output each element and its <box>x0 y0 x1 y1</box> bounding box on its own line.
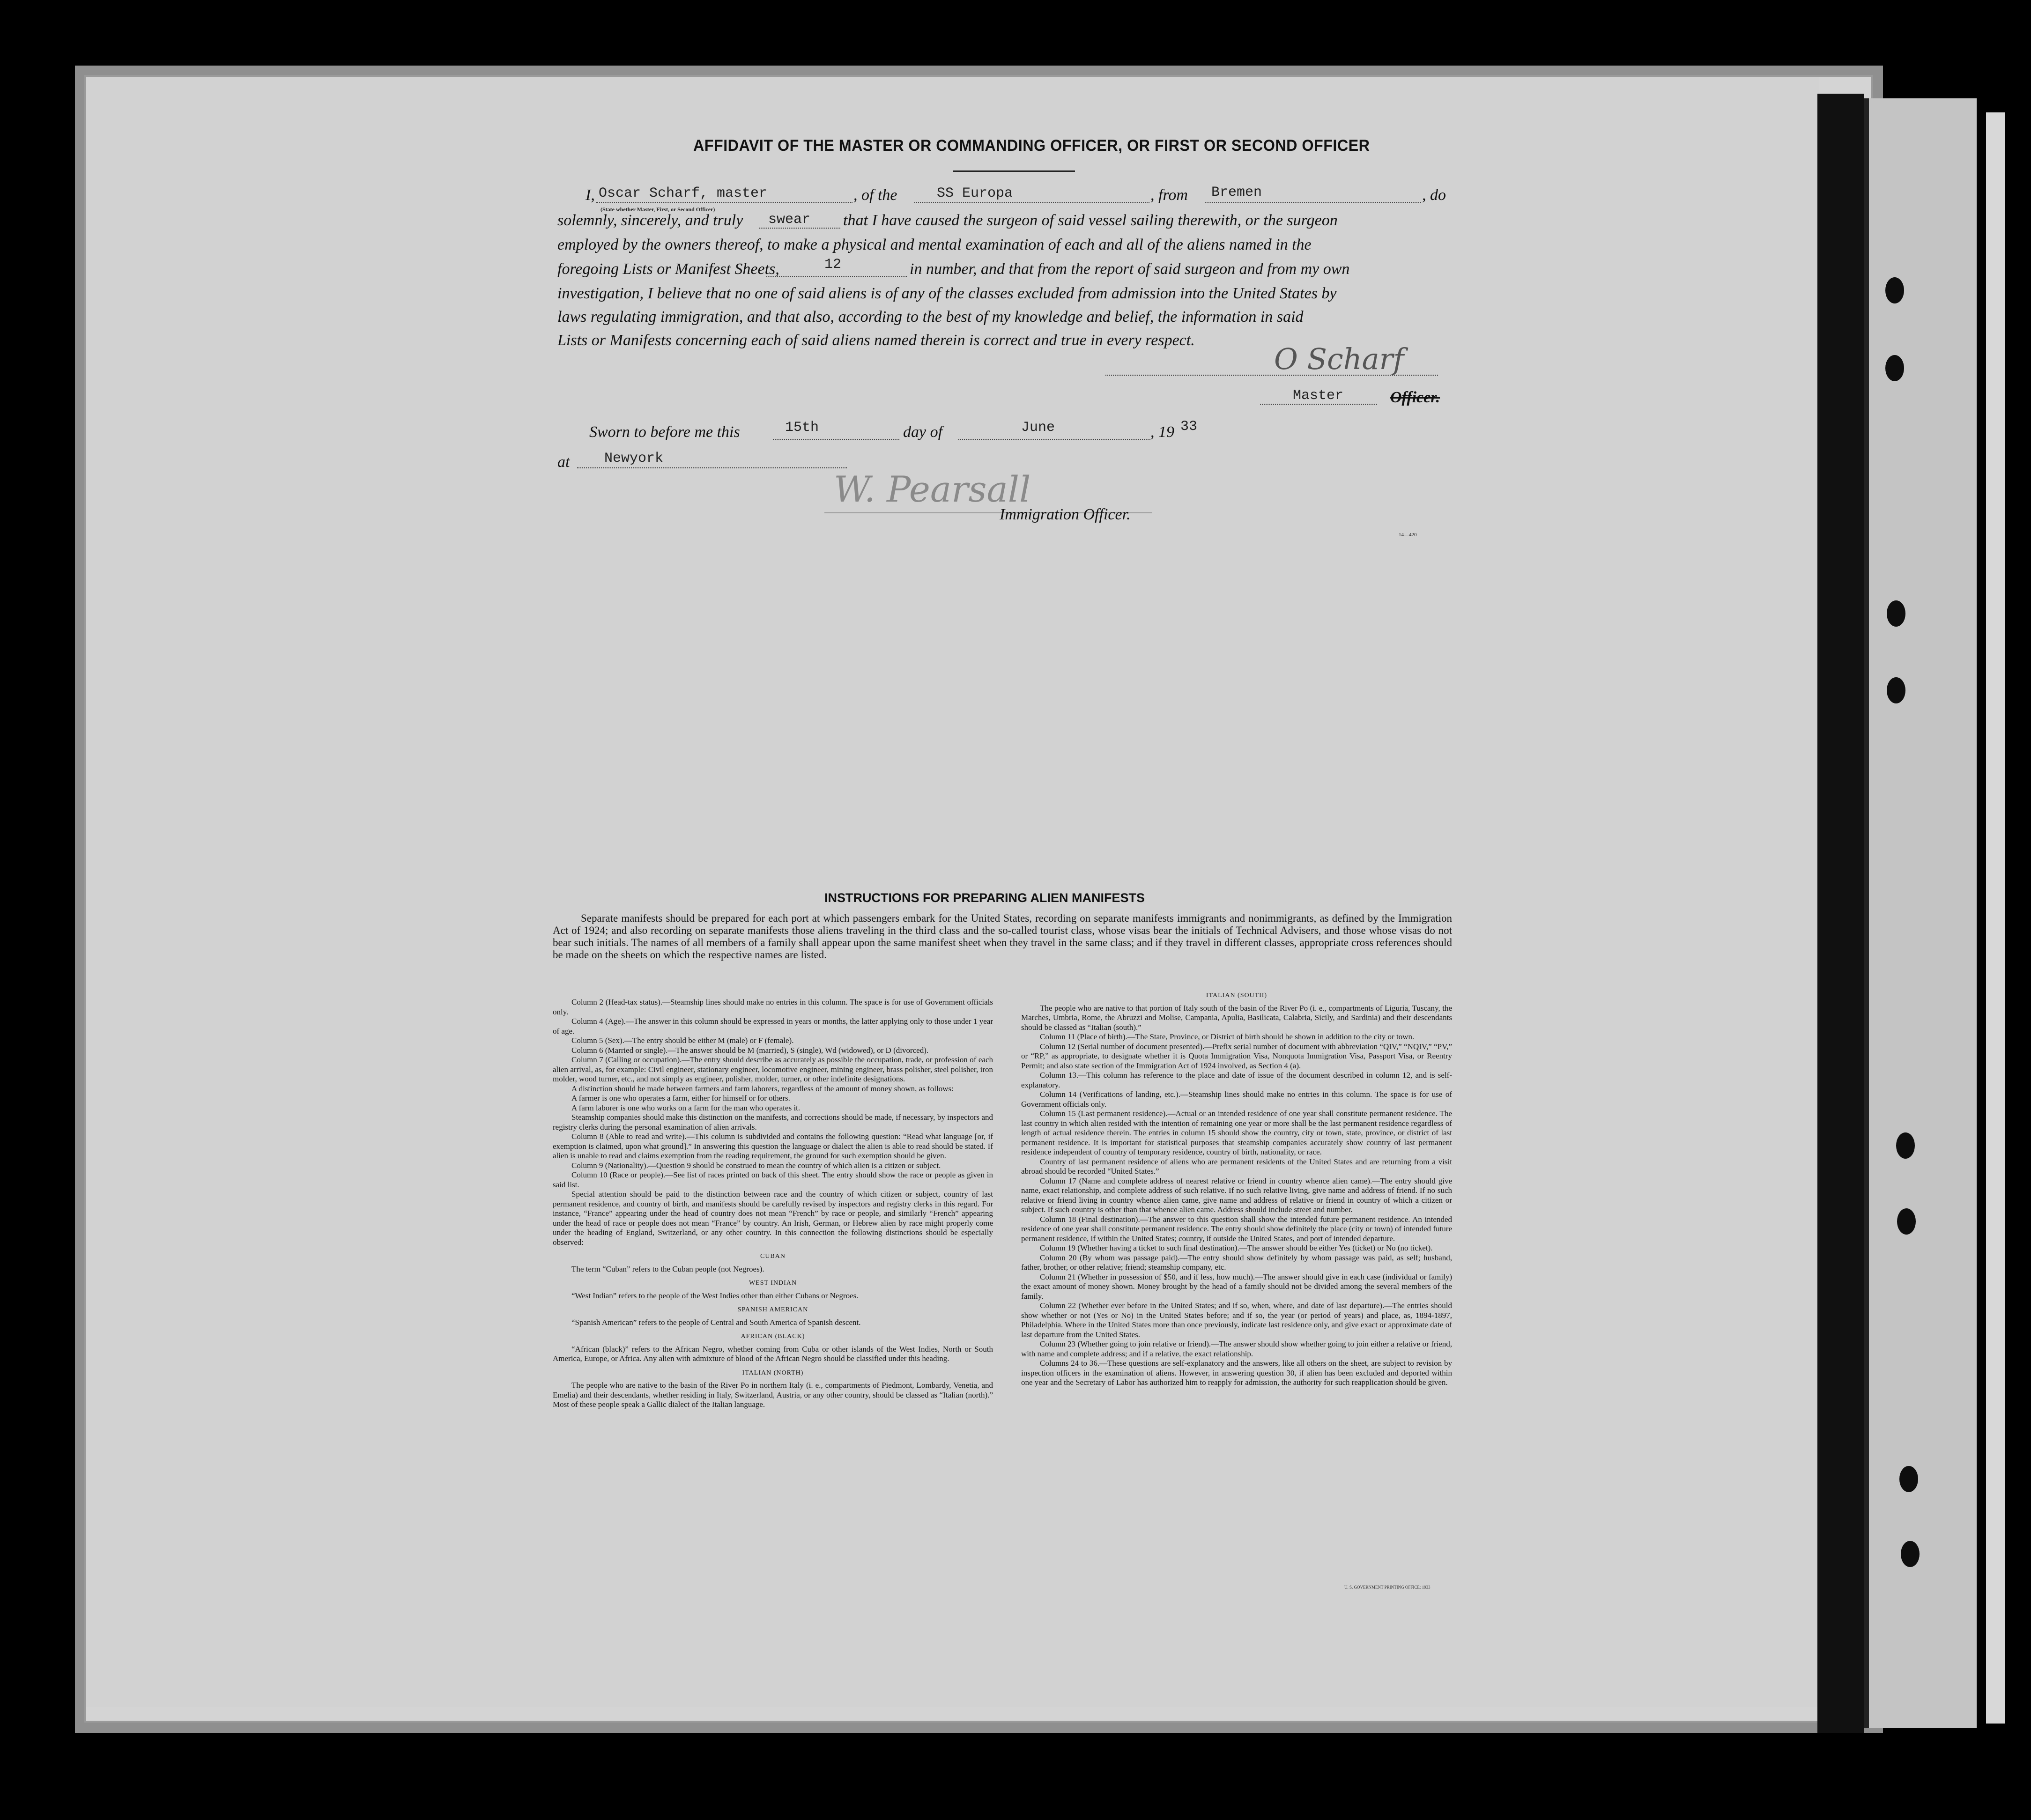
port-line <box>1205 202 1421 203</box>
line1-of: , of the <box>853 186 897 204</box>
sworn-year-value: 33 <box>1180 419 1198 435</box>
instruction-paragraph: Column 19 (Whether having a ticket to such final destination).—The answer should be either Yes (ticket) or No (no ticket). <box>1040 1243 1433 1252</box>
instruction-paragraph: Column 23 (Whether going to join relative or friend).—The answer should show whether going to join either a relative or friend, with name and complete address; and if a relative, the exact relationship. <box>1021 1339 1452 1358</box>
sworn-day-of: day of <box>903 423 943 441</box>
sworn-month-line <box>958 439 1150 440</box>
spanish-american-text: “Spanish American” refers to the people of Central and South America of Spanish descent. <box>571 1317 861 1327</box>
instruction-paragraph: Column 6 (Married or single).—The answer should be M (married), S (single), Wd (widowed), or D (divorced). <box>571 1045 929 1055</box>
state-note: (State whether Master, First, or Second Officer) <box>600 206 715 213</box>
oath-line <box>759 228 840 229</box>
sworn-day-line <box>773 439 899 440</box>
line5-text: investigation, I believe that no one of said aliens is of any of the classes excluded from admission into the United States by <box>557 285 1337 302</box>
place-line <box>577 467 847 468</box>
binder-spine <box>1864 98 1977 1728</box>
binder-hole <box>1896 1132 1915 1159</box>
title-line <box>1260 404 1377 405</box>
line3-text: employed by the owners thereof, to make a physical and mental examination of each and all of the aliens named in the <box>557 236 1312 253</box>
instruction-paragraph: Column 8 (Able to read and write).—This column is subdivided and contains the following question: “Read what language [or, if exemption is claimed, upon what ground].” In answering this question the language or dialect the alien is able to read should be stated. If alien is unable to read and claims exemption from the reading requirement, the ground for such exemption should be given. <box>553 1132 993 1160</box>
italian-north-text: The people who are native to the basin of the River Po in northern Italy (i. e., compartments of Piedmont, Lombardy, Venetia, and Emelia) and their descendants, whether residing in Italy, Switzerland, Austria, or any other country, should be classed as “Italian (north).” Most of these people speak a Gallic dialect of the Italian language. <box>553 1381 993 1409</box>
line1-from: , from <box>1150 186 1188 204</box>
instructions-intro: Separate manifests should be prepared for each port at which passengers embark for the United States, recording on separate manifests immigrants and nonimmigrants, as defined by the Immigration Act of 1924; and also recording on separate manifests those aliens traveling in the third class and the so-called tourist class, whose visas bear the initials of Technical Advisers, and those whose visas do not bear such initials. The names of all members of a family shall appear upon the same manifest sheet when they travel in the same class; and if they travel in different classes, appropriate cross references should be made on the sheets on which the respective names are listed. <box>553 912 1452 961</box>
instructions-title: INSTRUCTIONS FOR PREPARING ALIEN MANIFESTS <box>824 891 1145 905</box>
binder-strip <box>1986 112 2005 1724</box>
instruction-paragraph: A farmer is one who operates a farm, either for himself or for others. <box>571 1094 790 1102</box>
instructions-right-column <box>1021 991 1452 1388</box>
signature-line <box>1105 375 1438 376</box>
oath-value: swear <box>768 212 811 228</box>
printer-imprint: U. S. GOVERNMENT PRINTING OFFICE: 1933 <box>1344 1585 1431 1590</box>
sworn-day-value: 15th <box>785 420 819 436</box>
sworn-year-prefix: , 19 <box>1150 423 1174 441</box>
form-number: 14—420 <box>1399 532 1417 538</box>
instruction-paragraph: Column 5 (Sex).—The entry should be either M (male) or F (female). <box>571 1036 794 1045</box>
spanish-american-heading: SPANISH AMERICAN <box>737 1306 808 1313</box>
instruction-paragraph: Column 13.—This column has reference to the place and date of issue of the document described in column 12, and is self-explanatory. <box>1021 1071 1452 1089</box>
instruction-paragraph: Column 15 (Last permanent residence).—Actual or an intended residence of one year shall constitute permanent residence. The last country in which alien resided with the intention of remaining one year or more shall be the last permanent residence regardless of length of actual residence therein. The entries in column 15 should show the country, city or town, state, province, or district of last permanent residence. It is important for statistical purposes that steamship companies accurately show country of last permanent residence independent of country of temporary residence, country of birth, nationality, or race. <box>1021 1109 1452 1156</box>
line6-text: laws regulating immigration, and that also, according to the best of my knowledge and belief, the information in said <box>557 308 1304 326</box>
instruction-paragraph: Column 18 (Final destination).—The answer to this question shall show the intended future permanent residence. An intended residence of one year shall constitute permanent residence. The entry should show definitely the place (city or town) of intended future permanent residence, if within the United States; country, if outside the United States, and port of intended departure. <box>1021 1214 1452 1243</box>
binder-hole <box>1901 1541 1920 1567</box>
cuban-heading: CUBAN <box>760 1253 786 1260</box>
port-value: Bremen <box>1211 185 1262 200</box>
instruction-paragraph: Column 10 (Race or people).—See list of races printed on back of this sheet. The entry should show the race or people as given in said list. <box>553 1170 993 1189</box>
instruction-paragraph: A distinction should be made between farmers and farm laborers, regardless of the amount of money shown, as follows: <box>571 1084 954 1093</box>
instruction-paragraph: Column 7 (Calling or occupation).—The entry should describe as accurately as possible the occupation, trade, or profession of each alien arrival, as, for example: Civil engineer, stationary engineer, locomotive engineer, mining engineer, brass polisher, steel polisher, iron molder, wood turner, etc., and not simply as engineer, polisher, molder, turner, or other indefinite designations. <box>553 1055 993 1083</box>
instruction-paragraph: Column 12 (Serial number of document presented).—Prefix serial number of document with abbreviation “QIV,” “NQIV,” “PV,” or “RP,” as appropriate, to designate whether it is Quota Immigration Visa, Nonquota Immigration Visa, Passport Visa, or Reentry Permit; and also state section of the Immigration Act of 1924 involved, as Section 4 (a). <box>1021 1042 1452 1070</box>
sworn-month-value: June <box>1021 420 1055 436</box>
west-indian-text: “West Indian” refers to the people of the West Indies other than either Cubans or Negroes. <box>571 1291 859 1300</box>
binder-hole <box>1885 277 1904 303</box>
instruction-paragraph: Column 11 (Place of birth).—The State, Province, or District of birth should be shown in addition to the city or town. <box>1040 1032 1415 1041</box>
instruction-paragraph: Country of last permanent residence of aliens who are permanent residents of the United States and are returning from a visit abroad should be recorded “United States.” <box>1021 1157 1452 1176</box>
officer-signature: W. Pearsall <box>834 468 1031 510</box>
title-rule <box>953 170 1075 172</box>
line7-text: Lists or Manifests concerning each of said aliens named therein is correct and true in every respect. <box>557 332 1195 349</box>
instruction-paragraph: A farm laborer is one who works on a farm for the man who operates it. <box>571 1103 801 1112</box>
instruction-paragraph: Column 20 (By whom was passage paid).—The entry should show definitely by whom passage was paid, as self; husband, father, brother, or other relative; friend; steamship company, etc. <box>1021 1253 1452 1272</box>
sheet-count-line <box>766 276 907 277</box>
instruction-paragraph: Special attention should be paid to the distinction between race and the country of which citizen or subject, country of last permanent residence, and country of birth, and manifests should be carefully revised by inspectors and registry clerks in this regard. For instance, “France” appearing under the head of country does not mean “French” by race or people, and similarly “French” appearing under the head of race or people does not mean “France” by country. An Irish, German, or Hebrew alien by race might properly come under the heading of England, Switzerland, or any other country. In this connection the following distinctions should be especially observed: <box>553 1190 993 1247</box>
line2-text-a: solemnly, sincerely, and truly <box>557 212 743 229</box>
italian-north-heading: ITALIAN (NORTH) <box>742 1369 804 1376</box>
instruction-paragraph: Column 17 (Name and complete address of nearest relative or friend in country whence alien came).—The entry should give name, exact relationship, and complete address of such relative. If no such relative living, give name and address of friend. If no such relative or friend living in country whence alien came, give name and address of relative or friend in country of which a citizen or subject. If such country is other than that whence alien came. Address should include street and number. <box>1021 1176 1452 1214</box>
binder-hole <box>1897 1208 1916 1235</box>
instruction-paragraph: The people who are native to that portion of Italy south of the basin of the River Po (i. e., compartments of Liguria, Tuscany, the Marches, Umbria, Rome, the Abruzzi and Molise, Campania, Apulia, Basilicata, Calabria, Sicily, and Sardinia) and their descendants should be classed as “Italian (south).” <box>1021 1003 1452 1032</box>
binder-hole <box>1887 600 1905 627</box>
affidavit-title: AFFIDAVIT OF THE MASTER OR COMMANDING OFFICER, OR FIRST OR SECOND OFFICER <box>693 137 1370 155</box>
place-value: Newyork <box>604 451 664 466</box>
african-heading: AFRICAN (BLACK) <box>741 1333 805 1340</box>
instruction-paragraph: Columns 24 to 36.—These questions are self-explanatory and the answers, like all others on the sheet, are subject to revision by inspection officers in the examination of aliens. However, in answering question 30, if alien has been excluded and deported within one year and the Secretary of Labor has authorized him to reapply for admission, the authority for such reapplication should be given. <box>1021 1359 1452 1387</box>
binder-hole <box>1885 355 1904 381</box>
cuban-text: The term “Cuban” refers to the Cuban people (not Negroes). <box>571 1264 764 1273</box>
master-name-line <box>596 202 852 203</box>
master-name-value: Oscar Scharf, master <box>599 185 768 201</box>
sheet-count-value: 12 <box>824 257 842 273</box>
instruction-paragraph: Column 22 (Whether ever before in the United States; and if so, when, where, and date of last departure).—The entries should show whether or not (Yes or No) in the United States before; and if so, the year (or period of years) and place, as, 1894-1897, Philadelphia. Where in the United States more than once previously, indicate last residence only, and give exact or approximate date of last departure from the United States. <box>1021 1301 1452 1339</box>
vessel-line <box>914 202 1149 203</box>
instruction-paragraph: Column 9 (Nationality).—Question 9 should be construed to mean the country of which alien is a citizen or subject. <box>571 1161 941 1170</box>
binder-hole <box>1899 1466 1918 1492</box>
line1-do: , do <box>1422 186 1446 204</box>
binder-hole <box>1887 677 1905 703</box>
page-edge-shadow <box>1817 94 1864 1733</box>
instructions-left-column <box>553 998 993 1410</box>
instruction-paragraph: Column 14 (Verifications of landing, etc.).—Steamship lines should make no entries in this column. The space is for use of Government officials only. <box>1021 1090 1452 1109</box>
west-indian-heading: WEST INDIAN <box>749 1280 797 1287</box>
instruction-paragraph: Column 4 (Age).—The answer in this column should be expressed in years or months, the latter applying only to those under 1 year of age. <box>553 1017 993 1036</box>
sworn-prefix: Sworn to before me this <box>589 423 740 441</box>
italian-south-heading: ITALIAN (SOUTH) <box>1206 992 1268 999</box>
line2-text-b: that I have caused the surgeon of said vessel sailing therewith, or the surgeon <box>843 212 1338 229</box>
title-filled-value: Master <box>1293 388 1344 404</box>
at-label: at <box>557 453 570 471</box>
officer-label: Officer. <box>1390 389 1440 406</box>
instruction-paragraph: Steamship companies should make this distinction on the manifests, and corrections should be made, if necessary, by inspectors and registry clerks during the personal examination of alien arrivals. <box>553 1113 993 1132</box>
master-signature: O Scharf <box>1274 342 1404 376</box>
line4-text-b: in number, and that from the report of said surgeon and from my own <box>910 260 1350 278</box>
instruction-paragraph: Column 2 (Head-tax status).—Steamship lines should make no entries in this column. The space is for use of Government officials only. <box>553 998 993 1016</box>
line4-text-a: foregoing Lists or Manifest Sheets, <box>557 260 779 278</box>
african-text: “African (black)” refers to the African Negro, whether coming from Cuba or other islands of the West Indies, North or South America, Europe, or Africa. Any alien with admixture of blood of the African Negro should be classified under this heading. <box>553 1344 993 1363</box>
instruction-paragraph: Column 21 (Whether in possession of $50, and if less, how much).—The answer should give in each case (individual or family) the exact amount of money shown. Money brought by the head of a family should not be divided among the several members of the family. <box>1021 1272 1452 1301</box>
vessel-value: SS Europa <box>937 185 1013 201</box>
immigration-officer-label: Immigration Officer. <box>1000 506 1131 523</box>
line1-prefix: I, <box>586 186 595 204</box>
